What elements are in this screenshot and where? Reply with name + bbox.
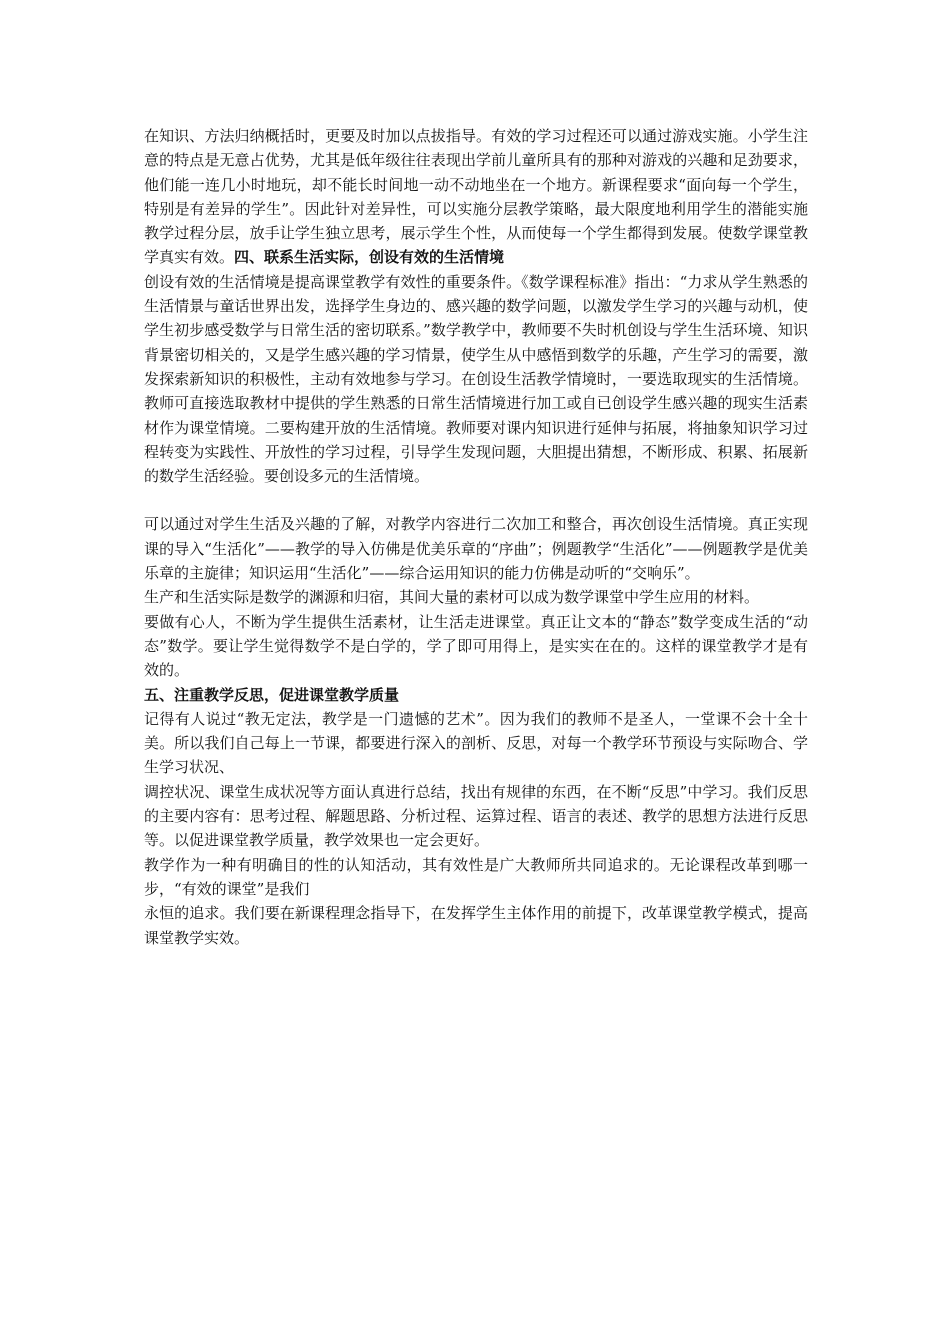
paragraph-3: 可以通过对学生生活及兴趣的了解，对教学内容进行二次加工和整合，再次创设生活情境。真正实现课的导入“生活化”——教学的导入仿佛是优美乐章的“序曲”；例题教学“生活化”——例题教学是优美乐章的主旋律；知识运用“生活化”——综合运用知识的能力仿佛是动听的“交响乐”。 <box>144 515 808 583</box>
paragraph-7: 调控状况、课堂生成状况等方面认真进行总结，找出有规律的东西，在不断“反思”中学习。我们反思的主要内容有：思考过程、解题思路、分析过程、运算过程、语言的表述、教学的思想方法进行反思等。以促进课堂教学质量，教学效果也一定会更好。 <box>144 782 808 850</box>
paragraph-1-text: 在知识、方法归纳概括时，更要及时加以点拔指导。有效的学习过程还可以通过游戏实施。小学生注意的特点是无意占优势，尤其是低年级往往表现出学前儿童所具有的那种对游戏的兴趣和足劲要求，他们能一连几小时地玩，却不能长时间地一动不动地坐在一个地方。新课程要求“面向每一个学生，特别是有差异的学生”。因此针对差异性，可以实施分层教学策略，最大限度地利用学生的潜能实施教学过程分层，放手让学生独立思考，展示学生个性，从而使每一个学生都得到发展。使数学课堂教学真实有效。 <box>144 127 808 267</box>
paragraph-1 <box>144 124 808 270</box>
paragraph-8: 教学作为一种有明确目的性的认知活动，其有效性是广大教师所共同追求的。无论课程改革到哪一步，“有效的课堂”是我们 <box>144 855 808 898</box>
paragraph-5: 要做有心人，不断为学生提供生活素材，让生活走进课堂。真正让文本的“静态”数学变成生活的“动态”数学。要让学生觉得数学不是白学的，学了即可用得上，是实实在在的。这样的课堂教学才是有效的。 <box>144 612 808 680</box>
paragraph-spacer <box>144 488 808 512</box>
document-page <box>144 124 808 950</box>
paragraph-9: 永恒的追求。我们要在新课程理念指导下，在发挥学生主体作用的前提下，改革课堂教学模式，提高课堂教学实效。 <box>144 904 808 947</box>
section-4-heading: 四、联系生活实际，创设有效的生活情境 <box>234 248 505 267</box>
paragraph-4: 生产和生活实际是数学的渊源和归宿，其间大量的素材可以成为数学课堂中学生应用的材料。 <box>144 588 760 607</box>
paragraph-6: 记得有人说过“教无定法，教学是一门遗憾的艺术”。因为我们的教师不是圣人，一堂课不会十全十美。所以我们自己每上一节课，都要进行深入的剖析、反思，对每一个教学环节预设与实际吻合、学生学习状况、 <box>144 709 808 777</box>
paragraph-2: 创设有效的生活情境是提高课堂教学有效性的重要条件。《数学课程标准》指出：“力求从学生熟悉的生活情景与童话世界出发，选择学生身边的、感兴趣的数学问题，以激发学生学习的兴趣与动机，使学生初步感受数学与日常生活的密切联系。”数学教学中，教师要不失时机创设与学生生活环境、知识背景密切相关的，又是学生感兴趣的学习情景，使学生从中感悟到数学的乐趣，产生学习的需要，激发探索新知识的积极性，主动有效地参与学习。在创设生活教学情境时，一要选取现实的生活情境。教师可直接选取教材中提供的学生熟悉的日常生活情境进行加工或自已创设学生感兴趣的现实生活素材作为课堂情境。二要构建开放的生活情境。教师要对课内知识进行延伸与拓展，将抽象知识学习过程转变为实践性、开放性的学习过程，引导学生发现问题，大胆提出猜想，不断形成、积累、拓展新的数学生活经验。要创设多元的生活情境。 <box>144 272 808 486</box>
section-5-heading: 五、注重教学反思，促进课堂教学质量 <box>144 685 400 704</box>
